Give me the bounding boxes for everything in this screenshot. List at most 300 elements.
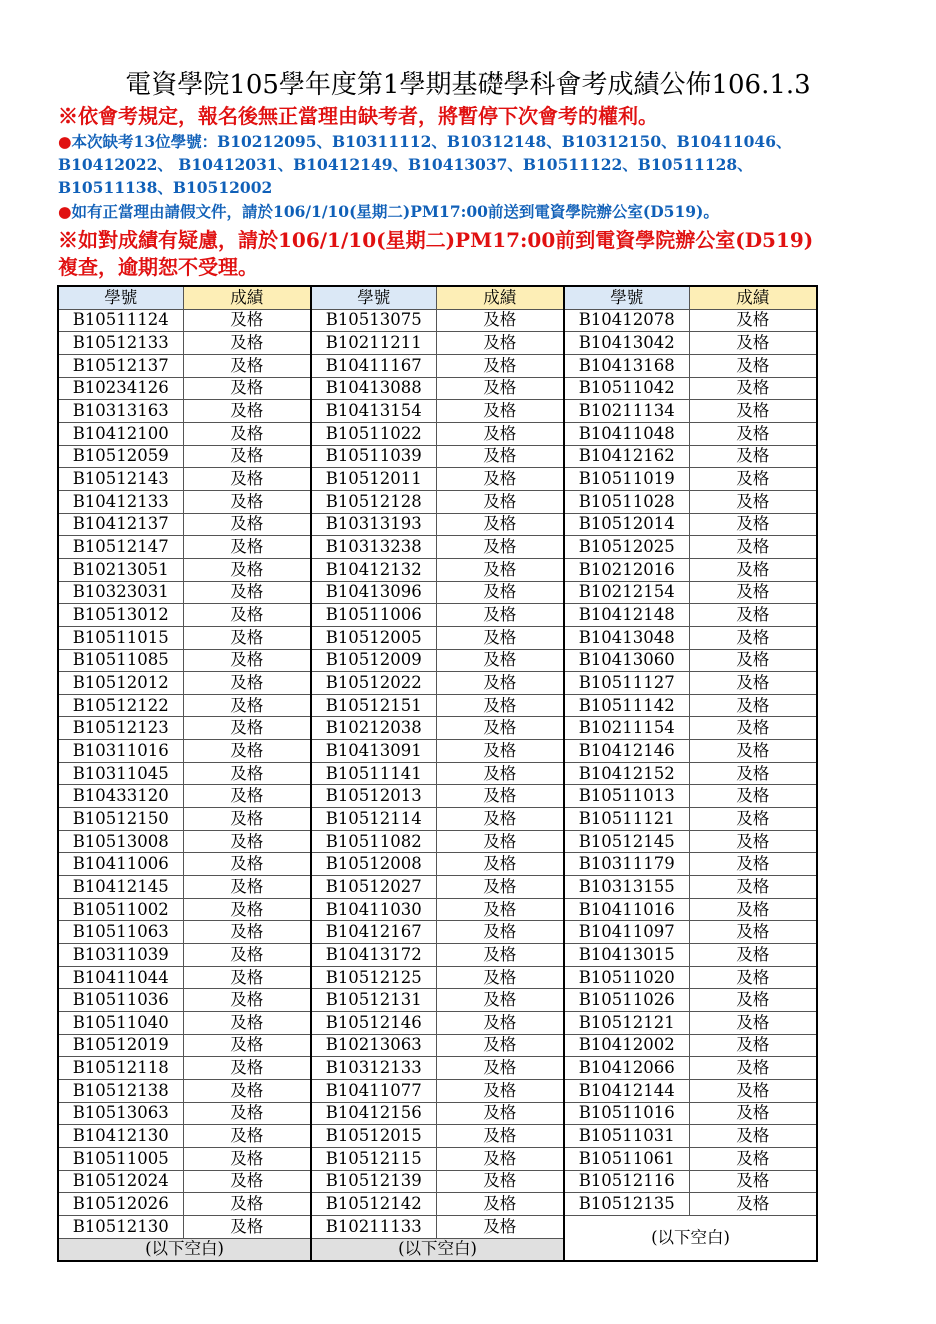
table-row [58, 762, 817, 785]
student-id-cell: B10513063 [58, 1102, 183, 1125]
table-row [58, 1012, 817, 1035]
score-cell: 及格 [436, 1193, 564, 1216]
score-cell: 及格 [436, 1215, 564, 1238]
student-id-cell: B10511124 [58, 309, 183, 332]
student-id-cell: B10511016 [564, 1102, 689, 1125]
table-row [58, 921, 817, 944]
student-id-cell: B10511082 [311, 830, 436, 853]
student-id-cell: B10511031 [564, 1125, 689, 1148]
score-cell: 及格 [689, 694, 817, 717]
score-cell: 及格 [689, 1057, 817, 1080]
student-id-cell: B10412152 [564, 762, 689, 785]
score-cell: 及格 [689, 400, 817, 423]
score-cell: 及格 [689, 717, 817, 740]
student-id-cell: B10511121 [564, 808, 689, 831]
score-cell: 及格 [689, 853, 817, 876]
student-id-cell: B10412145 [58, 876, 183, 899]
score-header: 成績 [436, 286, 564, 309]
table-row [58, 332, 817, 355]
student-id-cell: B10512137 [58, 354, 183, 377]
score-cell: 及格 [183, 513, 311, 536]
student-id-cell: B10512025 [564, 536, 689, 559]
student-id-cell: B10311039 [58, 944, 183, 967]
blank-filler-cell: (以下空白) [58, 1238, 311, 1261]
table-row [58, 604, 817, 627]
score-cell: 及格 [183, 672, 311, 695]
score-cell: 及格 [183, 558, 311, 581]
score-cell: 及格 [436, 377, 564, 400]
score-cell: 及格 [183, 853, 311, 876]
score-cell: 及格 [436, 785, 564, 808]
student-id-cell: B10511020 [564, 966, 689, 989]
student-id-cell: B10512115 [311, 1147, 436, 1170]
student-id-cell: B10512116 [564, 1170, 689, 1193]
score-cell: 及格 [689, 672, 817, 695]
table-header-row [58, 286, 817, 309]
student-id-cell: B10413060 [564, 649, 689, 672]
student-id-cell: B10512135 [564, 1193, 689, 1216]
score-cell: 及格 [436, 989, 564, 1012]
table-row [58, 808, 817, 831]
score-cell: 及格 [183, 445, 311, 468]
score-cell: 及格 [183, 1102, 311, 1125]
score-cell: 及格 [436, 830, 564, 853]
score-cell: 及格 [183, 830, 311, 853]
student-id-cell: B10411077 [311, 1079, 436, 1102]
student-id-cell: B10512131 [311, 989, 436, 1012]
student-id-header: 學號 [58, 286, 183, 309]
student-id-cell: B10512128 [311, 490, 436, 513]
table-row [58, 309, 817, 332]
table-row [58, 853, 817, 876]
student-id-cell: B10313155 [564, 876, 689, 899]
student-id-cell: B10512012 [58, 672, 183, 695]
student-id-cell: B10511063 [58, 921, 183, 944]
score-cell: 及格 [689, 377, 817, 400]
score-cell: 及格 [689, 604, 817, 627]
student-id-cell: B10511022 [311, 422, 436, 445]
table-row [58, 740, 817, 763]
score-cell: 及格 [183, 354, 311, 377]
blank-filler-cell: (以下空白) [311, 1238, 564, 1261]
student-id-cell: B10512024 [58, 1170, 183, 1193]
score-cell: 及格 [183, 1193, 311, 1216]
student-id-cell: B10323031 [58, 581, 183, 604]
student-id-cell: B10511015 [58, 626, 183, 649]
student-id-cell: B10412078 [564, 309, 689, 332]
student-id-cell: B10511141 [311, 762, 436, 785]
table-row [58, 876, 817, 899]
score-cell: 及格 [689, 536, 817, 559]
student-id-cell: B10512026 [58, 1193, 183, 1216]
score-cell: 及格 [436, 445, 564, 468]
score-cell: 及格 [436, 513, 564, 536]
score-cell: 及格 [183, 581, 311, 604]
score-cell: 及格 [436, 1034, 564, 1057]
score-cell: 及格 [183, 468, 311, 491]
score-cell: 及格 [436, 898, 564, 921]
student-id-cell: B10412137 [58, 513, 183, 536]
score-cell: 及格 [689, 1079, 817, 1102]
score-cell: 及格 [689, 1034, 817, 1057]
student-id-cell: B10413168 [564, 354, 689, 377]
student-id-cell: B10413091 [311, 740, 436, 763]
table-row [58, 468, 817, 491]
student-id-cell: B10412162 [564, 445, 689, 468]
score-cell: 及格 [183, 400, 311, 423]
score-cell: 及格 [436, 468, 564, 491]
student-id-cell: B10512114 [311, 808, 436, 831]
student-id-cell: B10511085 [58, 649, 183, 672]
table-row [58, 536, 817, 559]
student-id-cell: B10512011 [311, 468, 436, 491]
score-cell: 及格 [183, 1034, 311, 1057]
student-id-cell: B10313163 [58, 400, 183, 423]
student-id-cell: B10513075 [311, 309, 436, 332]
score-cell: 及格 [689, 966, 817, 989]
score-cell: 及格 [183, 490, 311, 513]
score-cell: 及格 [436, 694, 564, 717]
score-cell: 及格 [183, 536, 311, 559]
student-id-cell: B10512118 [58, 1057, 183, 1080]
score-cell: 及格 [689, 490, 817, 513]
student-id-cell: B10312133 [311, 1057, 436, 1080]
student-id-cell: B10413096 [311, 581, 436, 604]
table-row [58, 898, 817, 921]
student-id-cell: B10511039 [311, 445, 436, 468]
student-id-cell: B10211211 [311, 332, 436, 355]
student-id-cell: B10512145 [564, 830, 689, 853]
score-cell: 及格 [689, 808, 817, 831]
student-id-cell: B10512019 [58, 1034, 183, 1057]
table-row [58, 672, 817, 695]
student-id-cell: B10513008 [58, 830, 183, 853]
table-row [58, 989, 817, 1012]
score-cell: 及格 [183, 626, 311, 649]
student-id-cell: B10511036 [58, 989, 183, 1012]
score-cell: 及格 [183, 1057, 311, 1080]
student-id-cell: B10512139 [311, 1170, 436, 1193]
student-id-cell: B10411006 [58, 853, 183, 876]
score-cell: 及格 [689, 309, 817, 332]
absent-students-notice [58, 130, 848, 199]
leave-notice-text: 如有正當理由請假文件，請於106/1/10(星期二)PM17:00前送到電資學院辦公室(D519)。 [71, 202, 719, 221]
score-cell: 及格 [689, 581, 817, 604]
student-id-cell: B10411016 [564, 898, 689, 921]
student-id-cell: B10412132 [311, 558, 436, 581]
score-cell: 及格 [689, 422, 817, 445]
student-id-cell: B10212016 [564, 558, 689, 581]
student-id-cell: B10412167 [311, 921, 436, 944]
table-row [58, 377, 817, 400]
student-id-cell: B10433120 [58, 785, 183, 808]
table-row [58, 354, 817, 377]
absent-students-text: 本次缺考13位學號：B10212095、B10311112、B10312148、B10312150、B10411046、B10412022、 B10412031、B10412149、B10413037、B10511122、B10511128、B10511138、B10512002 [58, 132, 792, 197]
student-id-cell: B10511005 [58, 1147, 183, 1170]
student-id-cell: B10511040 [58, 1012, 183, 1035]
student-id-cell: B10512133 [58, 332, 183, 355]
student-id-cell: B10512125 [311, 966, 436, 989]
table-row [58, 830, 817, 853]
table-row [58, 966, 817, 989]
table-row [58, 1125, 817, 1148]
student-id-cell: B10512015 [311, 1125, 436, 1148]
table-row [58, 490, 817, 513]
score-cell: 及格 [689, 558, 817, 581]
student-id-header: 學號 [564, 286, 689, 309]
score-cell: 及格 [183, 422, 311, 445]
student-id-header: 學號 [311, 286, 436, 309]
table-row [58, 785, 817, 808]
student-id-cell: B10212154 [564, 581, 689, 604]
student-id-cell: B10512009 [311, 649, 436, 672]
score-cell: 及格 [689, 1147, 817, 1170]
score-cell: 及格 [436, 717, 564, 740]
student-id-cell: B10512122 [58, 694, 183, 717]
score-cell: 及格 [689, 354, 817, 377]
table-row [58, 694, 817, 717]
score-cell: 及格 [436, 1079, 564, 1102]
score-cell: 及格 [436, 604, 564, 627]
score-cell: 及格 [436, 536, 564, 559]
score-cell: 及格 [183, 1125, 311, 1148]
blank-filler-cell: (以下空白) [564, 1215, 817, 1261]
student-id-cell: B10512022 [311, 672, 436, 695]
score-cell: 及格 [689, 876, 817, 899]
score-cell: 及格 [436, 1057, 564, 1080]
bullet-icon: ● [58, 132, 72, 151]
score-cell: 及格 [689, 989, 817, 1012]
student-id-cell: B10413042 [564, 332, 689, 355]
student-id-cell: B10412146 [564, 740, 689, 763]
student-id-cell: B10511061 [564, 1147, 689, 1170]
student-id-cell: B10512142 [311, 1193, 436, 1216]
score-cell: 及格 [689, 1012, 817, 1035]
score-cell: 及格 [689, 1193, 817, 1216]
score-cell: 及格 [436, 626, 564, 649]
score-cell: 及格 [689, 1102, 817, 1125]
student-id-cell: B10512014 [564, 513, 689, 536]
student-id-cell: B10211134 [564, 400, 689, 423]
student-id-cell: B10411048 [564, 422, 689, 445]
student-id-cell: B10311016 [58, 740, 183, 763]
score-cell: 及格 [183, 1147, 311, 1170]
table-row [58, 1170, 817, 1193]
table-row [58, 558, 817, 581]
student-id-cell: B10511028 [564, 490, 689, 513]
student-id-cell: B10511026 [564, 989, 689, 1012]
table-row [58, 422, 817, 445]
table-row [58, 649, 817, 672]
student-id-cell: B10511013 [564, 785, 689, 808]
student-id-cell: B10412133 [58, 490, 183, 513]
student-id-cell: B10512059 [58, 445, 183, 468]
score-header: 成績 [183, 286, 311, 309]
score-cell: 及格 [689, 332, 817, 355]
student-id-cell: B10411167 [311, 354, 436, 377]
student-id-cell: B10512138 [58, 1079, 183, 1102]
table-row [58, 1057, 817, 1080]
student-id-cell: B10512146 [311, 1012, 436, 1035]
student-id-cell: B10413015 [564, 944, 689, 967]
score-cell: 及格 [689, 626, 817, 649]
student-id-cell: B10211133 [311, 1215, 436, 1238]
table-row [58, 1215, 817, 1238]
student-id-cell: B10412066 [564, 1057, 689, 1080]
score-cell: 及格 [436, 1170, 564, 1193]
student-id-cell: B10212038 [311, 717, 436, 740]
table-row [58, 1079, 817, 1102]
table-row [58, 1034, 817, 1057]
student-id-cell: B10412002 [564, 1034, 689, 1057]
student-id-cell: B10313193 [311, 513, 436, 536]
student-id-cell: B10512150 [58, 808, 183, 831]
student-id-cell: B10512005 [311, 626, 436, 649]
score-cell: 及格 [436, 490, 564, 513]
student-id-cell: B10511006 [311, 604, 436, 627]
score-cell: 及格 [436, 1012, 564, 1035]
table-row [58, 626, 817, 649]
score-cell: 及格 [436, 966, 564, 989]
table-row [58, 1193, 817, 1216]
table-row [58, 513, 817, 536]
student-id-cell: B10411044 [58, 966, 183, 989]
score-cell: 及格 [183, 332, 311, 355]
student-id-cell: B10412130 [58, 1125, 183, 1148]
score-cell: 及格 [436, 876, 564, 899]
absence-rule-notice: ※依會考規定，報名後無正當理由缺考者，將暫停下次會考的權利。 [58, 104, 658, 128]
score-cell: 及格 [689, 944, 817, 967]
score-cell: 及格 [689, 1170, 817, 1193]
student-id-cell: B10511002 [58, 898, 183, 921]
bullet-icon: ● [58, 202, 72, 221]
score-cell: 及格 [436, 808, 564, 831]
student-id-cell: B10413048 [564, 626, 689, 649]
score-cell: 及格 [436, 740, 564, 763]
student-id-cell: B10234126 [58, 377, 183, 400]
student-id-cell: B10213051 [58, 558, 183, 581]
score-cell: 及格 [689, 649, 817, 672]
table-row [58, 717, 817, 740]
score-cell: 及格 [183, 944, 311, 967]
score-cell: 及格 [183, 785, 311, 808]
score-cell: 及格 [436, 558, 564, 581]
score-cell: 及格 [436, 853, 564, 876]
score-cell: 及格 [689, 513, 817, 536]
table-row [58, 400, 817, 423]
table-row [58, 581, 817, 604]
score-cell: 及格 [436, 921, 564, 944]
score-cell: 及格 [689, 468, 817, 491]
leave-notice [58, 201, 848, 223]
student-id-cell: B10311179 [564, 853, 689, 876]
score-cell: 及格 [183, 989, 311, 1012]
score-cell: 及格 [183, 717, 311, 740]
score-cell: 及格 [183, 649, 311, 672]
student-id-cell: B10213063 [311, 1034, 436, 1057]
student-id-cell: B10512143 [58, 468, 183, 491]
score-cell: 及格 [436, 332, 564, 355]
student-id-cell: B10511142 [564, 694, 689, 717]
student-id-cell: B10512151 [311, 694, 436, 717]
score-cell: 及格 [689, 1125, 817, 1148]
score-header: 成績 [689, 286, 817, 309]
student-id-cell: B10313238 [311, 536, 436, 559]
table-row [58, 1102, 817, 1125]
student-id-cell: B10412156 [311, 1102, 436, 1125]
score-cell: 及格 [436, 762, 564, 785]
score-cell: 及格 [689, 762, 817, 785]
student-id-cell: B10511127 [564, 672, 689, 695]
score-cell: 及格 [183, 309, 311, 332]
score-cell: 及格 [689, 898, 817, 921]
student-id-cell: B10511042 [564, 377, 689, 400]
score-cell: 及格 [436, 1125, 564, 1148]
score-cell: 及格 [183, 808, 311, 831]
score-cell: 及格 [436, 581, 564, 604]
student-id-cell: B10311045 [58, 762, 183, 785]
score-cell: 及格 [183, 876, 311, 899]
student-id-cell: B10211154 [564, 717, 689, 740]
score-cell: 及格 [183, 604, 311, 627]
score-cell: 及格 [183, 966, 311, 989]
student-id-cell: B10412148 [564, 604, 689, 627]
student-id-cell: B10411030 [311, 898, 436, 921]
score-cell: 及格 [689, 921, 817, 944]
student-id-cell: B10512027 [311, 876, 436, 899]
score-cell: 及格 [436, 649, 564, 672]
student-id-cell: B10511019 [564, 468, 689, 491]
score-cell: 及格 [183, 377, 311, 400]
score-cell: 及格 [436, 944, 564, 967]
student-id-cell: B10512123 [58, 717, 183, 740]
score-cell: 及格 [183, 694, 311, 717]
score-cell: 及格 [183, 1170, 311, 1193]
review-notice: ※如對成績有疑慮，請於106/1/10(星期二)PM17:00前到電資學院辦公室(D519)複查，逾期恕不受理。 [58, 228, 814, 279]
student-id-cell: B10512013 [311, 785, 436, 808]
score-cell: 及格 [436, 309, 564, 332]
score-cell: 及格 [436, 354, 564, 377]
table-row [58, 944, 817, 967]
student-id-cell: B10412144 [564, 1079, 689, 1102]
score-table [57, 285, 818, 1262]
student-id-cell: B10413172 [311, 944, 436, 967]
student-id-cell: B10413154 [311, 400, 436, 423]
score-cell: 及格 [183, 1079, 311, 1102]
score-cell: 及格 [689, 785, 817, 808]
score-cell: 及格 [436, 1147, 564, 1170]
score-cell: 及格 [183, 1215, 311, 1238]
table-row [58, 1147, 817, 1170]
student-id-cell: B10512121 [564, 1012, 689, 1035]
student-id-cell: B10513012 [58, 604, 183, 627]
score-cell: 及格 [436, 1102, 564, 1125]
student-id-cell: B10512130 [58, 1215, 183, 1238]
score-cell: 及格 [183, 921, 311, 944]
score-cell: 及格 [689, 445, 817, 468]
student-id-cell: B10412100 [58, 422, 183, 445]
score-cell: 及格 [436, 400, 564, 423]
score-cell: 及格 [183, 898, 311, 921]
score-cell: 及格 [183, 1012, 311, 1035]
student-id-cell: B10411097 [564, 921, 689, 944]
table-row [58, 445, 817, 468]
page-title: 電資學院105學年度第1學期基礎學科會考成績公佈106.1.3 [125, 70, 811, 100]
score-cell: 及格 [436, 422, 564, 445]
score-cell: 及格 [436, 672, 564, 695]
score-cell: 及格 [689, 740, 817, 763]
student-id-cell: B10413088 [311, 377, 436, 400]
